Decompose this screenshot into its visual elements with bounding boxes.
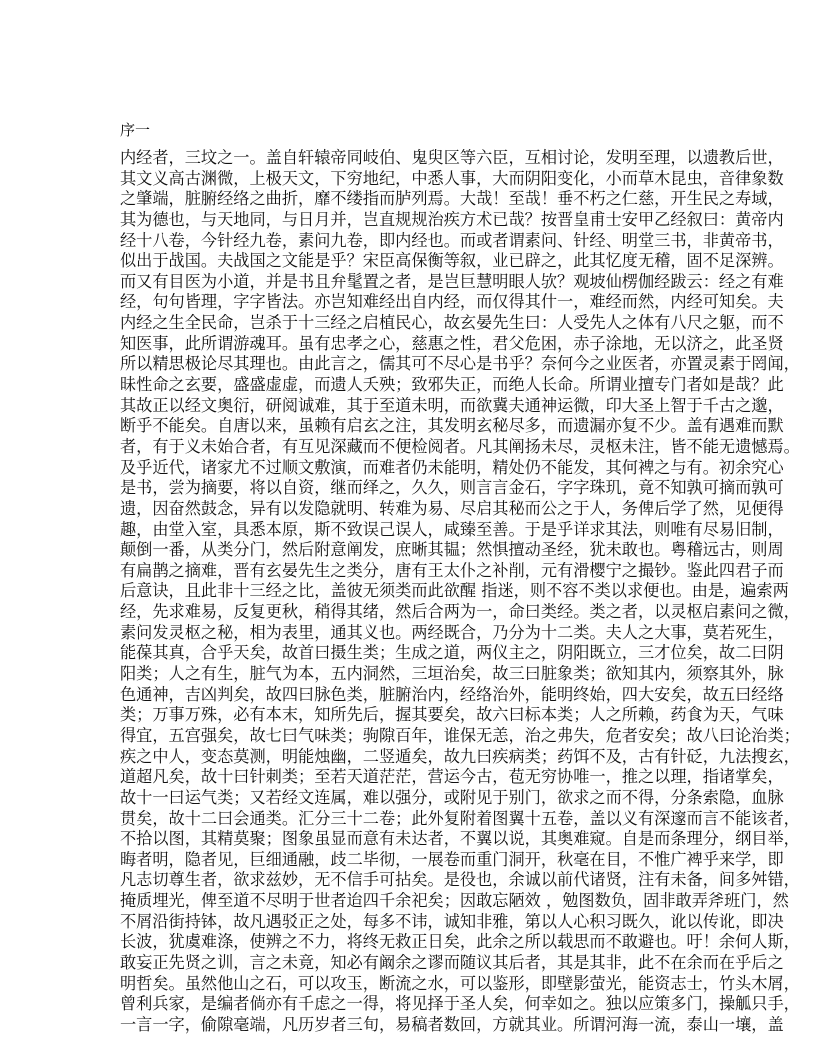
text-line: 内经之生全民命，岂杀于十三经之启植民心，故玄晏先生曰：人受先人之体有八尺之躯，而不: [120, 313, 784, 333]
text-line: 其故正以经文奥衍，研阅诚难，其于至道未明，而欲冀夫通神运微，印大圣上智于千古之邈，: [120, 395, 784, 415]
text-line: 素问发灵枢之秘，相为表里，通其义也。两经既合，乃分为十二类。夫人之大事，莫若死生，: [120, 622, 784, 642]
text-line: 得宜，五宫强矣，故七曰气味类；驹隙百年，谁保无恙，治之弗失，危者安矣；故八曰论治类；: [120, 725, 800, 745]
text-line: 一言一字，偷隙毫端，凡历岁者三旬，易稿者数回，方就其业。所谓河海一流，泰山一壤，盖: [120, 1014, 784, 1034]
text-line: 昧性命之玄要，盛盛虚虚，而遗人夭殃；致邪失正，而绝人长命。所谓业擅专门者如是哉？此: [120, 375, 784, 395]
text-line: 其为德也，与天地同，与日月并，岂直规规治疾方术已哉？按晋皇甫士安甲乙经叙曰：黄帝内: [120, 209, 784, 229]
text-line: 敢妄正先贤之训，言之未竟，知必有阚余之谬而随议其后者，其是其非，此不在余而在乎后之: [120, 952, 784, 972]
text-line: 断乎不能矣。自唐以来，虽赖有启玄之注，其发明玄秘尽多，而遗漏亦复不少。盖有遇难而默: [120, 416, 784, 436]
text-line: 遗，因奋然鼓念，异有以发隐就明、转难为易、尽启其秘而公之于人，务俾后学了然，见便得: [120, 498, 784, 518]
text-line: 其文义高古渊微，上极天文，下穷地纪，中悉人事，大而阴阳变化，小而草木昆虫，音律象数: [120, 168, 784, 188]
text-line: 有扁鹊之摘难，晋有玄晏先生之类分，唐有王太仆之补削，元有滑樱宁之撮钞。鉴此四君子而: [120, 560, 784, 580]
text-line: 曾利兵家，是编者倘亦有千虑之一得，将见择于圣人矣，何幸如之。独以应策多门，操觚只手，: [120, 994, 800, 1014]
text-line: 后意诀，且此非十三经之比，盖彼无须类而此欲醒 指迷，则不容不类以求便也。由是，遍索两: [120, 581, 789, 601]
text-line: 不拾以图，其精莫聚；图象虽显而意有未达者，不翼以说，其奥难窥。自是而条理分，纲目举，: [120, 829, 800, 849]
text-line: 及乎近代，诸家尤不过顺文敷演，而难者仍未能明，精处仍不能发，其何裨之与有。初余究心: [120, 457, 784, 477]
text-line: 经，句句皆理，字字皆法。亦岂知难经出自内经，而仅得其什一，难经而然，内经可知矣。夫: [120, 292, 784, 312]
document-body: [120, 148, 800, 1036]
text-line: 趣，由堂入室，具悉本原，斯不致误己误人，咸臻至善。于是乎详求其法，则唯有尽易旧制，: [120, 519, 784, 539]
text-line: 贯矣，故十二曰会通类。汇分三十二卷；此外复附着图翼十五卷，盖以义有深邃而言不能该者，: [120, 808, 800, 828]
text-line: 经十八卷，今针经九卷，素问九卷，即内经也。而或者谓素问、针经、明堂三书，非黄帝书，: [120, 230, 784, 250]
text-line: 之肇端，脏腑经络之曲折，靡不缕指而胪列焉。大哉！至哉！垂不朽之仁慈，开生民之寿域，: [120, 189, 784, 209]
text-line: 长波，犹虞难涤，使辨之不力，将终无救正日矣，此余之所以载思而不敢避也。吁！余何人斯，: [120, 932, 800, 952]
section-title: 序一: [120, 121, 151, 139]
text-line: 故十一曰运气类；又若经文连属，难以强分，或附见于别门，欲求之而不得，分条索隐，血脉: [120, 787, 784, 807]
text-line: 者，有于义未始合者，有互见深藏而不便检阅者。凡其阐扬未尽，灵枢未注，皆不能无遗憾焉。: [120, 436, 800, 456]
text-line: 类；万事万殊，必有本末，知所先后，握其要矣，故六曰标本类；人之所赖，药食为天，气味: [120, 705, 784, 725]
text-line: 而又有目医为小道，并是书且弁髦置之者，是岂巨慧明眼人欤？观坡仙楞伽经跋云：经之有难: [120, 271, 784, 291]
text-line: 所以精思极论尽其理也。由此言之，儒其可不尽心是书乎？奈何今之业医者，亦置灵素于罔闻，: [120, 354, 800, 374]
text-line: 道超凡矣，故十曰针刺类；至若天道茫茫，营运今古，苞无穷协唯一，推之以理，指诸掌矣，: [120, 767, 784, 787]
text-line: 凡志切尊生者，欲求兹妙，无不信手可拈矣。是役也，余诚以前代诸贤，注有未备，间多舛错，: [120, 870, 800, 890]
text-line: 阳类；人之有生，脏气为本，五内洞然，三垣治矣，故三曰脏象类；欲知其内，须察其外，脉: [120, 664, 784, 684]
text-line: 明哲矣。虽然他山之石，可以攻玉，断流之水，可以鉴形，即壁影萤光，能资志士，竹头木屑，: [120, 973, 800, 993]
text-line: 不屑沿街持钵，故凡遇驳正之处，每多不讳，诚知非雅，第以人心积习既久，讹以传讹，即决: [120, 911, 784, 931]
text-line: 经，先求难易，反复更秋，稍得其绪，然后合两为一，命曰类经。类之者，以灵枢启素问之微，: [120, 602, 800, 622]
text-line: 色通神，吉凶判矣，故四曰脉色类，脏腑治内，经络治外，能明终始，四大安矣，故五曰经络: [120, 684, 784, 704]
text-line: 知医事，此所谓游魂耳。虽有忠孝之心，慈惠之性，君父危困，赤子涂地，无以济之，此圣贤: [120, 333, 784, 353]
text-line: 是书，尝为摘要，将以自资，继而绎之，久久，则言言金石，字字珠玑，竟不知孰可摘而孰可: [120, 478, 784, 498]
text-line: 内经者，三坟之一。盖自轩辕帝同岐伯、鬼臾区等六臣，互相讨论，发明至理，以遗教后世，: [120, 148, 784, 167]
text-line: 晦者明，隐者见，巨细通融，歧二毕彻，一展卷而重门洞开，秋毫在目，不惟广裨乎来学，即: [120, 849, 784, 869]
text-line: 掩质埋光，俾至道不尽明于世者迨四千余祀矣；因敢忘陋效 ，勉图数负，固非敢弄斧班门，然: [120, 891, 789, 911]
text-line: 能葆其真，合乎天矣，故首曰摄生类；生成之道，两仪主之，阴阳既立，三才位矣，故二曰阴: [120, 643, 784, 663]
text-line: 颠倒一番，从类分门，然后附意阐发，庶晰其韫；然惧擅动圣经，犹未敢也。粤稽远古，则周: [120, 540, 784, 560]
text-line: 疾之中人，变态莫测，明能烛幽，二竖遁矣，故九曰疾病类；药饵不及，古有针砭，九法搜玄，: [120, 746, 800, 766]
text-line: 似出于战国。夫战国之文能是乎？宋臣高保衡等叙，业已辟之，此其忆度无稽，固不足深辨。: [120, 251, 784, 271]
